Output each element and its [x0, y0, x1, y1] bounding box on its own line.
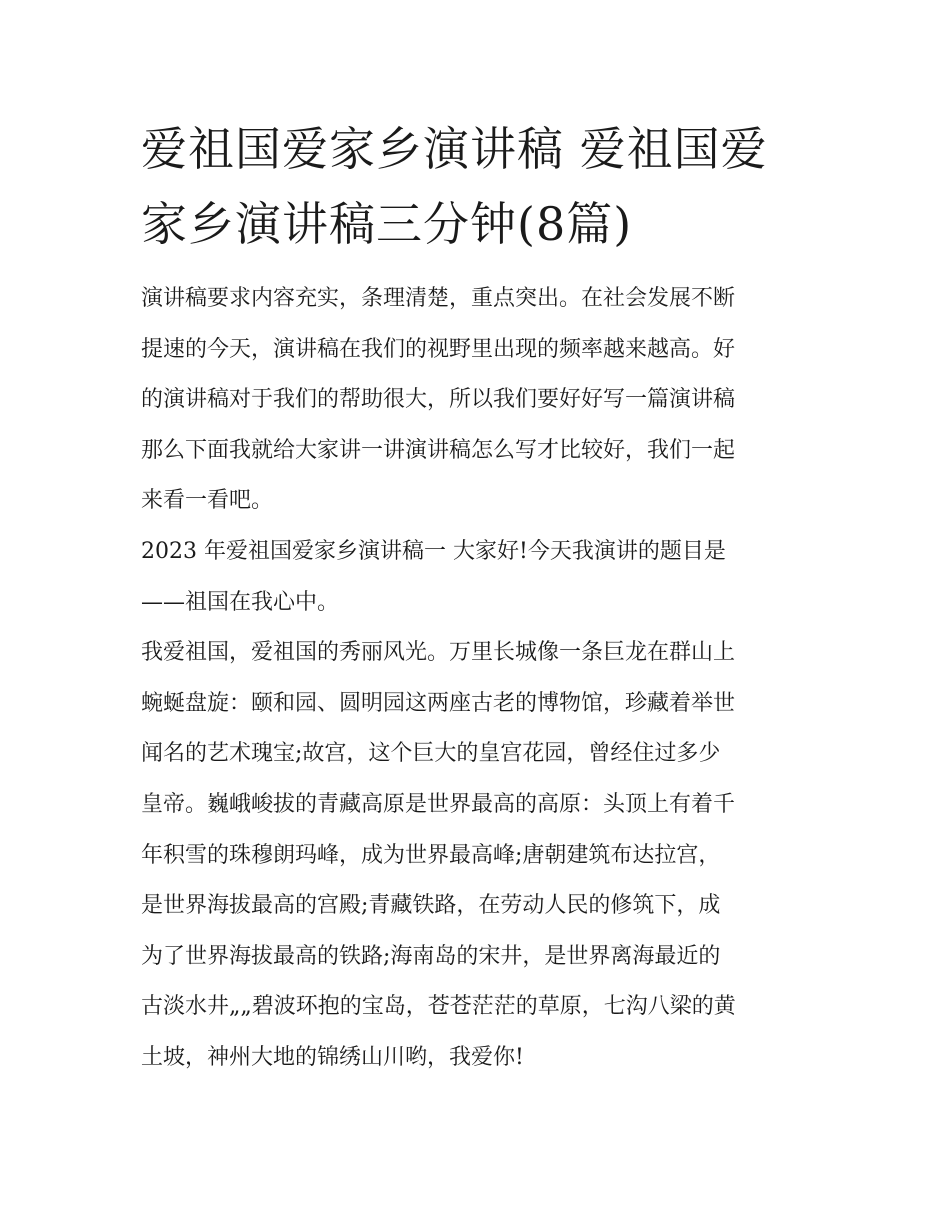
text-line: 为了世界海拔最高的铁路;海南岛的宋井，是世界离海最近的: [141, 943, 721, 969]
text-line: 的演讲稿对于我们的帮助很大，所以我们要好好写一篇演讲稿: [141, 387, 736, 413]
text-line: 闻名的艺术瑰宝;故宫，这个巨大的皇宫花园，曾经住过多少: [141, 741, 721, 767]
text-line: 土坡，神州大地的锦绣山川哟，我爱你!: [141, 1044, 524, 1070]
text-line: 我爱祖国，爱祖国的秀丽风光。万里长城像一条巨龙在群山上: [141, 640, 736, 666]
text-line: 古淡水井„„碧波环抱的宝岛，苍苍茫茫的草原，七沟八梁的黄: [141, 994, 736, 1020]
text-line: ——祖国在我心中。: [141, 589, 340, 615]
text-line: 是世界海拔最高的宫殿;青藏铁路，在劳动人民的修筑下，成: [141, 893, 721, 919]
text-line: 来看一看吧。: [141, 488, 274, 514]
title-line: 爱祖国爱家乡演讲稿 爱祖国爱: [141, 122, 768, 176]
text-line: 2023 年爱祖国爱家乡演讲稿一 大家好!今天我演讲的题目是: [141, 538, 726, 564]
text-line: 皇帝。巍峨峻拔的青藏高原是世界最高的高原：头顶上有着千: [141, 791, 736, 817]
text-line: 演讲稿要求内容充实，条理清楚，重点突出。在社会发展不断: [141, 286, 736, 311]
document-body: [141, 274, 821, 1084]
paragraph-intro: [141, 274, 821, 527]
text-line: 年积雪的珠穆朗玛峰，成为世界最高峰;唐朝建筑布达拉宫，: [141, 842, 721, 868]
text-line: 那么下面我就给大家讲一讲演讲稿怎么写才比较好，我们一起: [141, 437, 736, 463]
paragraph-speech-heading: [141, 527, 821, 628]
title-line: 家乡演讲稿三分钟(8篇): [141, 197, 633, 251]
document-page: [141, 112, 821, 1084]
text-line: 蜿蜒盘旋：颐和园、圆明园这两座古老的博物馆，珍藏着举世: [141, 690, 736, 716]
document-title: [141, 112, 821, 262]
text-line: 提速的今天，演讲稿在我们的视野里出现的频率越来越高。好: [141, 336, 736, 362]
paragraph-speech-body: [141, 628, 821, 1083]
